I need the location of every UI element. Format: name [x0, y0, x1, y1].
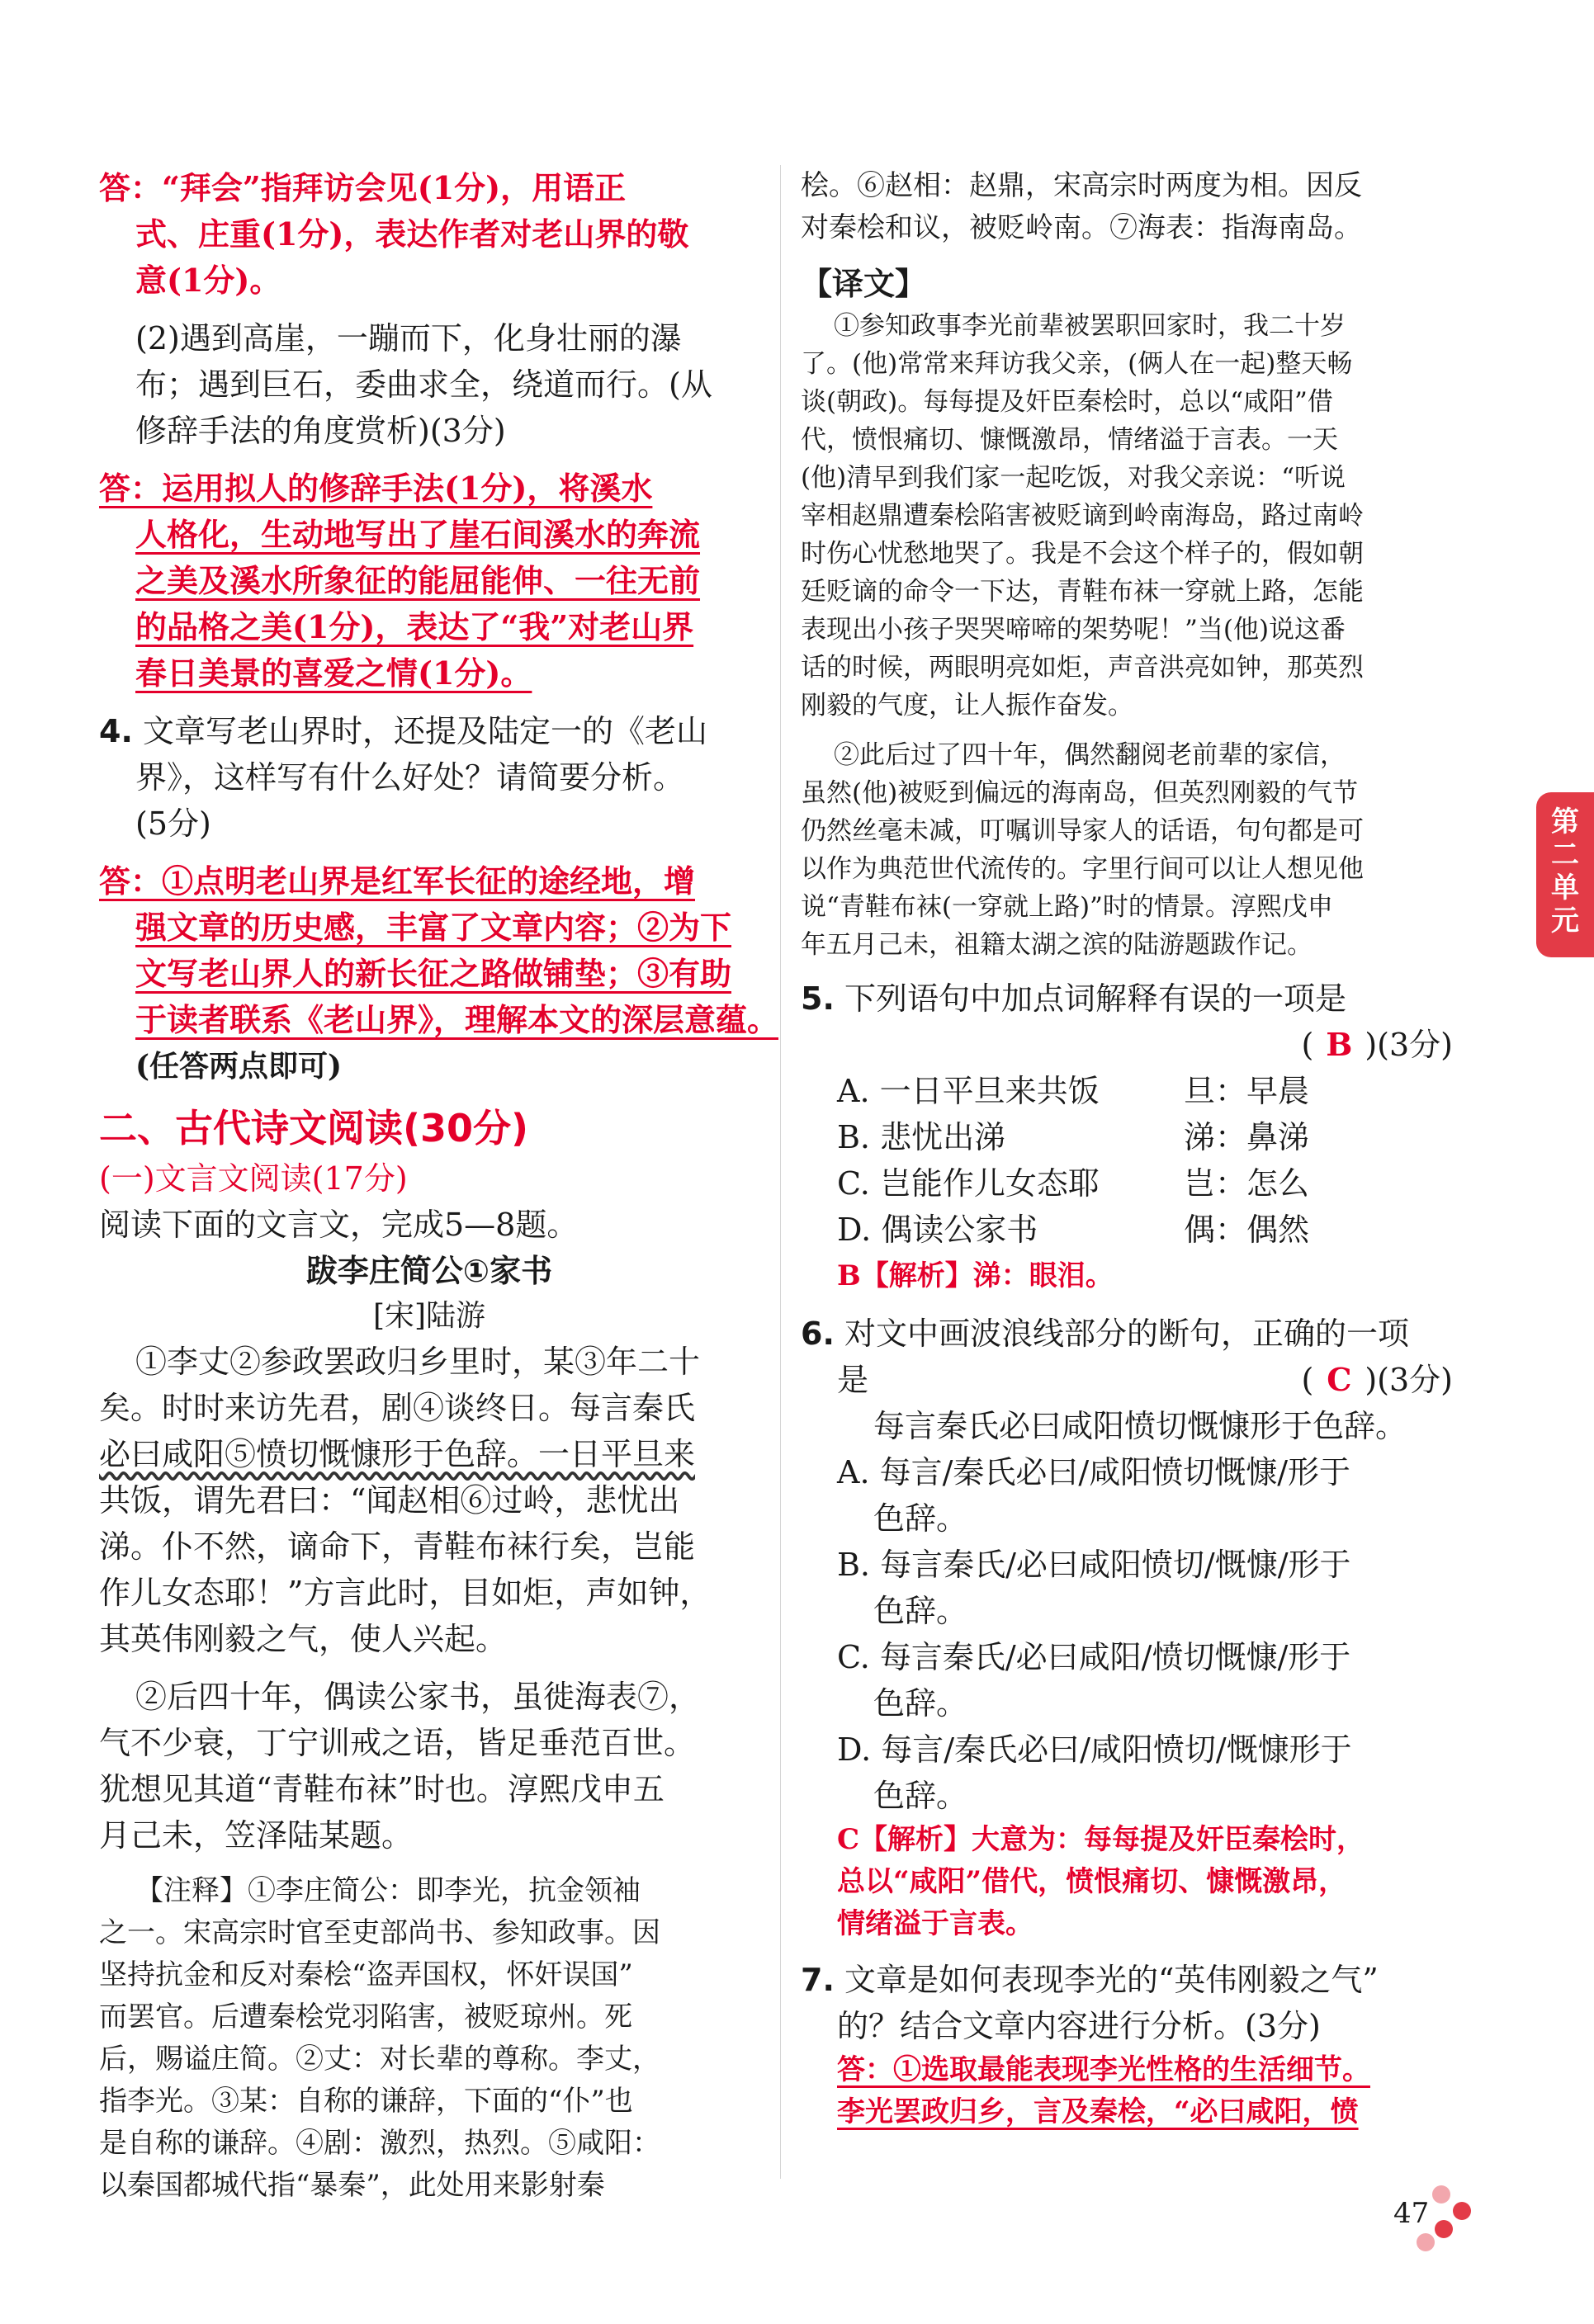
- question-line: 文章写老山界时，还提及陆定一的《老山: [142, 713, 707, 749]
- answer-line: 文写老山界人的新长征之路做铺垫；③有助: [135, 955, 732, 992]
- translation-line: 刚毅的气度，让人振作奋发。: [801, 691, 1133, 720]
- translation-line: 时伤心忧愁地哭了。我是不会这个样子的，假如朝: [801, 539, 1364, 569]
- translation-line: 代，愤恨痛切、慷慨激昂，情绪溢于言表。一天: [801, 425, 1338, 455]
- question-number: 6.: [801, 1316, 835, 1352]
- note-line: 对秦桧和议，被贬岭南。⑦海表：指海南岛。: [801, 211, 1362, 244]
- note-line: 是自称的谦辞。④剧：激烈，热烈。⑤咸阳：: [99, 2127, 660, 2160]
- article-line: ②后四十年，偶读公家书，虽徙海表⑦，: [135, 1679, 701, 1715]
- option-gloss: 涕：鼻涕: [1184, 1119, 1310, 1155]
- option-text: C. 岂能作儿女态耶: [837, 1165, 1100, 1202]
- option-b: [801, 1114, 1453, 1160]
- option-d-cont: 色辞。: [873, 1778, 968, 1814]
- question-score: (3分): [1377, 1362, 1453, 1398]
- answer-letter: B: [1326, 1026, 1353, 1063]
- unit-tab-char: 元: [1551, 905, 1579, 938]
- quoted-sentence: 每言秦氏必曰咸阳愤切慨慷形于色辞。: [873, 1408, 1407, 1444]
- note-line: 【注释】①李庄简公：即李光，抗金领袖: [135, 1874, 641, 1907]
- option-a: [801, 1068, 1453, 1114]
- option-d: D. 每言/秦氏必曰/咸阳愤切/慨慷形于: [837, 1731, 1352, 1768]
- answer-line: 春日美景的喜爱之情(1分)。: [135, 654, 532, 692]
- article-title: 跋李庄简公①家书: [305, 1253, 553, 1289]
- option-c: [801, 1160, 1453, 1207]
- option-gloss: 偶：偶然: [1184, 1212, 1310, 1248]
- question-line: 布；遇到巨石，委曲求全，绕道而行。(从: [135, 366, 712, 403]
- option-text: A. 一日平旦来共饭: [837, 1073, 1100, 1109]
- note-line: 后，赐谥庄简。②丈：对长辈的尊称。李丈，: [99, 2043, 660, 2076]
- article-author: [宋]陆游: [372, 1299, 486, 1333]
- question-7: [801, 1957, 1453, 2133]
- article-notes: [99, 1870, 759, 2207]
- option-d: [801, 1207, 1453, 1253]
- question-line: 界》，这样写有什么好处？请简要分析。: [135, 759, 685, 796]
- translation-line: 了。(他)常常来拜访我父亲，(俩人在一起)整天畅: [801, 349, 1353, 379]
- unit-tab-char: 单: [1551, 872, 1579, 905]
- translation-line: 话的时候，两眼明亮如炬，声音洪亮如钟，那英烈: [801, 653, 1364, 683]
- article-line: 矣。时时来访先君，剧④谈终日。每言秦氏: [99, 1390, 696, 1426]
- article-line: 作儿女态耶！”方言此时，目如炬，声如钟，: [99, 1575, 712, 1611]
- question-text: 的？结合文章内容进行分析。(3分): [837, 2008, 1321, 2044]
- question-4: [99, 708, 759, 847]
- translation-line: 宰相赵鼎遭秦桧陷害被贬谪到岭南海岛，路过南岭: [801, 501, 1364, 531]
- analysis-line: C【解析】大意为：每每提及奸臣秦桧时，: [837, 1823, 1365, 1856]
- analysis-line: 情绪溢于言表。: [837, 1907, 1033, 1940]
- translation-paragraph-2: [801, 736, 1453, 964]
- question-6: 6. 对文中画波浪线部分的断句，正确的一项 是 ( C )(3分) 每言秦氏必曰咸阳愤切慨慷形于色辞。 A. 每言/秦氏必曰/咸阳愤切慨慷/形于 色辞。 B. 每言秦氏/必曰咸阳愤切/慨慷/形于 色辞。 C. 每言秦氏/必曰咸阳/愤切慨慷/形于 色辞。 D. 每言/秦氏必曰/咸阳愤切/慨慷形于 色辞。 C【解析】大意为：每每提及奸臣秦桧时， 总以“咸阳”借代，愤恨痛切、慷慨激昂， 情绪溢于言表。: [801, 1311, 1453, 1945]
- answer-line: 答：①选取最能表现李光性格的生活细节。: [837, 2053, 1370, 2086]
- answer-4: [99, 858, 779, 1089]
- left-column: [99, 165, 779, 2218]
- question-text: 对文中画波浪线部分的断句，正确的一项: [844, 1316, 1409, 1352]
- translation-heading: 【译文】: [801, 265, 927, 302]
- section-title: 二、古代诗文阅读(30分): [99, 1106, 529, 1150]
- option-b-cont: 色辞。: [873, 1593, 968, 1629]
- instruction: 阅读下面的文言文，完成5—8题。: [99, 1207, 579, 1243]
- page-number: 47: [1393, 2197, 1430, 2230]
- analysis-line: 总以“咸阳”借代，愤恨痛切、慷慨激昂，: [837, 1865, 1347, 1898]
- article-line: 犹想见其道“青鞋布袜”时也。淳熙戊申五: [99, 1771, 665, 1807]
- article-line: 月己未，笠泽陆某题。: [99, 1817, 414, 1854]
- translation-line: 年五月己未，祖籍太湖之滨的陆游题跋作记。: [801, 930, 1313, 960]
- answer-line: 于读者联系《老山界》，理解本文的深层意蕴。: [135, 1001, 779, 1038]
- question-text: 下列语句中加点词解释有误的一项是: [844, 980, 1346, 1017]
- article-line: 涕。仆不然，谪命下，青鞋布袜行矣，岂能: [99, 1528, 696, 1565]
- question-number: 4.: [99, 713, 133, 749]
- article-line-wavy: 必曰咸阳⑤愤切慨慷形于色辞。一日平旦来: [99, 1436, 696, 1472]
- question-number: 7.: [801, 1962, 835, 1998]
- translation-line: 谈(朝政)。每每提及奸臣秦桧时，总以“咸阳”借: [801, 387, 1333, 417]
- option-a-cont: 色辞。: [873, 1500, 968, 1537]
- option-text: D. 偶读公家书: [837, 1212, 1038, 1248]
- answer-line: 答：“拜会”指拜访会见(1分)，用语正: [99, 169, 627, 206]
- translation-line: 表现出小孩子哭哭啼啼的架势呢！”当(他)说这番: [801, 615, 1346, 645]
- answer-line: 式、庄重(1分)，表达作者对老山界的敬: [135, 215, 689, 253]
- answer-letter: C: [1327, 1361, 1352, 1398]
- unit-tab-char: 二: [1551, 838, 1579, 872]
- answer-3-2: [99, 465, 759, 697]
- option-text: B. 悲忧出涕: [837, 1119, 1006, 1155]
- note-line: 桧。⑥赵相：赵鼎，宋高宗时两度为相。因反: [801, 169, 1362, 202]
- question-5: 5. 下列语句中加点词解释有误的一项是 ( B )(3分) A. 一日平旦来共饭 旦：早晨 B. 悲忧出涕 涕：鼻涕 C. 岂能作儿女态耶 岂：怎么 D. 偶读公家书 偶：偶然 B【解析】涕：眼泪。: [801, 975, 1453, 1299]
- note-line: 而罢官。后遭秦桧党羽陷害，被贬琼州。死: [99, 2000, 632, 2034]
- answer-line: 的品格之美(1分)，表达了“我”对老山界: [135, 608, 694, 645]
- note-line: 之一。宋高宗时官至吏部尚书、参知政事。因: [99, 1916, 660, 1949]
- question-line: 修辞手法的角度赏析)(3分): [135, 413, 506, 449]
- translation-line: 仍然丝毫未减，叮嘱训导家人的话语，句句都是可: [801, 816, 1364, 846]
- translation-line: 以作为典范世代流传的。字里行间可以让人想见他: [801, 854, 1364, 884]
- note-line: 以秦国都城代指“暴秦”，此处用来影射秦: [99, 2169, 605, 2202]
- note-line: 坚持抗金和反对秦桧“盗弄国权，怀奸误国”: [99, 1958, 633, 1991]
- answer-line: 答：运用拟人的修辞手法(1分)，将溪水: [99, 470, 653, 507]
- article-line: 气不少衰，丁宁训戒之语，皆足垂范百世。: [99, 1725, 696, 1761]
- answer-note: (任答两点即可): [135, 1049, 343, 1084]
- article-line: 共饭，谓先君曰：“闻赵相⑥过岭，悲忧出: [99, 1482, 680, 1519]
- translation-line: 廷贬谪的命令一下达，青鞋布袜一穿就上路，怎能: [801, 577, 1364, 607]
- note-line: 指李光。③某：自称的谦辞，下面的“仆”也: [99, 2085, 633, 2118]
- notes-continued: [801, 165, 1453, 249]
- option-gloss: 岂：怎么: [1184, 1165, 1310, 1202]
- option-b: B. 每言秦氏/必曰咸阳愤切/慨慷/形于: [837, 1547, 1351, 1583]
- article-line: ①李丈②参政罢政归乡里时，某③年二十: [135, 1344, 701, 1380]
- translation-line: 说“青鞋布袜(一穿就上路)”时的情景。淳熙戊申: [801, 892, 1333, 922]
- translation-paragraph-1: [801, 307, 1453, 725]
- column-divider: [780, 165, 781, 2179]
- decorative-dot-icon: [1432, 2185, 1450, 2204]
- answer-line: 答：①点明老山界是红军长征的途经地，增: [99, 862, 696, 900]
- analysis: B【解析】涕：眼泪。: [837, 1259, 1114, 1292]
- translation-line: (他)清早到我们家一起吃饭，对我父亲说：“听说: [801, 463, 1346, 493]
- unit-tab-char: 第: [1551, 805, 1579, 838]
- question-text: 是: [837, 1362, 869, 1398]
- question-score: (3分): [1377, 1027, 1453, 1063]
- article-line: 其英伟刚毅之气，使人兴起。: [99, 1621, 508, 1657]
- unit-tab: [1536, 792, 1594, 957]
- translation-line: 虽然(他)被贬到偏远的海南岛，但英烈刚毅的气节: [801, 778, 1359, 808]
- answer-line: 意(1分)。: [135, 262, 281, 299]
- decorative-dot-icon: [1453, 2202, 1471, 2220]
- answer-3-1: [99, 165, 759, 304]
- article-paragraph-2: [99, 1674, 759, 1859]
- answer-line: 强文章的历史感，丰富了文章内容；②为下: [135, 909, 732, 946]
- option-gloss: 旦：早晨: [1184, 1073, 1310, 1109]
- decorative-dot-icon: [1435, 2220, 1453, 2238]
- answer-line: 人格化，生动地写出了崖石间溪水的奔流: [135, 516, 701, 553]
- question-3-2: [99, 315, 759, 454]
- question-number: 5.: [801, 980, 835, 1017]
- right-column: [801, 165, 1453, 2145]
- option-c: C. 每言秦氏/必曰咸阳/愤切慨慷/形于: [837, 1639, 1351, 1675]
- translation-line: ②此后过了四十年，偶然翻阅老前辈的家信，: [834, 740, 1346, 770]
- decorative-dot-icon: [1417, 2233, 1435, 2251]
- article-paragraph-1: [99, 1339, 759, 1662]
- subsection-title: (一)文言文阅读(17分): [99, 1160, 408, 1197]
- option-c-cont: 色辞。: [873, 1685, 968, 1722]
- option-a: A. 每言/秦氏必曰/咸阳愤切慨慷/形于: [837, 1454, 1351, 1490]
- question-text: 文章是如何表现李光的“英伟刚毅之气”: [844, 1962, 1379, 1998]
- question-line: (2)遇到高崖，一蹦而下，化身壮丽的瀑: [135, 320, 682, 357]
- answer-line: 李光罢政归乡，言及秦桧，“必曰咸阳，愤: [837, 2095, 1359, 2128]
- question-line: (5分): [135, 805, 211, 842]
- answer-line: 之美及溪水所象征的能屈能伸、一往无前: [135, 562, 701, 599]
- translation-line: ①参知政事李光前辈被罢职回家时，我二十岁: [834, 311, 1346, 341]
